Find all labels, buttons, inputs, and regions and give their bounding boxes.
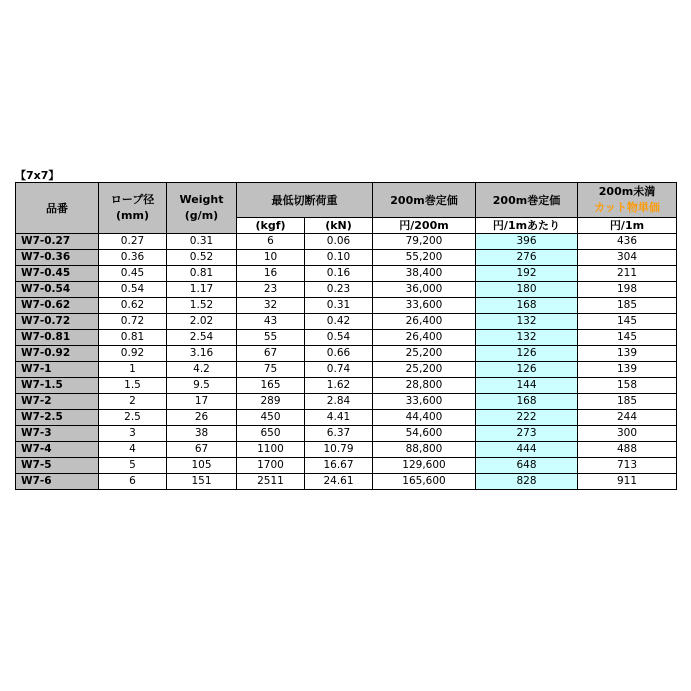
header-cut-unit: 円/1m <box>578 218 677 234</box>
cell-rope-dia: 4 <box>99 442 167 458</box>
cell-rope-dia: 0.36 <box>99 250 167 266</box>
cell-kn: 24.61 <box>305 474 373 490</box>
cell-weight: 2.02 <box>167 314 237 330</box>
cell-code: W7-1.5 <box>16 378 99 394</box>
cell-cut-price: 488 <box>578 442 677 458</box>
cell-kgf: 67 <box>237 346 305 362</box>
cell-code: W7-3 <box>16 426 99 442</box>
cell-kn: 0.23 <box>305 282 373 298</box>
cell-cut-price: 211 <box>578 266 677 282</box>
header-cut-label: 200m未満 <box>598 185 656 198</box>
cell-kgf: 75 <box>237 362 305 378</box>
cell-weight: 26 <box>167 410 237 426</box>
spec-table <box>15 182 677 490</box>
cell-kn: 0.16 <box>305 266 373 282</box>
cell-code: W7-0.27 <box>16 234 99 250</box>
cell-rope-dia: 0.27 <box>99 234 167 250</box>
cell-kn: 16.67 <box>305 458 373 474</box>
cell-cut-price: 911 <box>578 474 677 490</box>
cell-cut-price: 139 <box>578 346 677 362</box>
cell-kgf: 650 <box>237 426 305 442</box>
cell-kn: 6.37 <box>305 426 373 442</box>
cell-weight: 105 <box>167 458 237 474</box>
cell-rope-dia: 0.92 <box>99 346 167 362</box>
header-kn: (kN) <box>305 218 373 234</box>
cell-code: W7-0.54 <box>16 282 99 298</box>
cell-price-200m: 25,200 <box>373 346 476 362</box>
cell-kn: 0.10 <box>305 250 373 266</box>
header-price200-title: 200m巻定価 <box>373 183 476 218</box>
cell-kgf: 16 <box>237 266 305 282</box>
cell-price-200m: 44,400 <box>373 410 476 426</box>
cell-price-per-1m: 648 <box>476 458 578 474</box>
cell-code: W7-2.5 <box>16 410 99 426</box>
table-row <box>16 330 677 346</box>
cell-price-per-1m: 132 <box>476 330 578 346</box>
cell-code: W7-1 <box>16 362 99 378</box>
cell-cut-price: 300 <box>578 426 677 442</box>
cell-kn: 0.74 <box>305 362 373 378</box>
cell-price-200m: 79,200 <box>373 234 476 250</box>
cell-cut-price: 139 <box>578 362 677 378</box>
header-kgf: (kgf) <box>237 218 305 234</box>
cell-kn: 0.42 <box>305 314 373 330</box>
table-row <box>16 346 677 362</box>
cell-price-per-1m: 132 <box>476 314 578 330</box>
header-cut-sub: カット物単価 <box>594 201 660 214</box>
cell-price-per-1m: 396 <box>476 234 578 250</box>
header-price200-unit: 円/200m <box>373 218 476 234</box>
cell-cut-price: 304 <box>578 250 677 266</box>
table-row <box>16 394 677 410</box>
cell-price-per-1m: 126 <box>476 346 578 362</box>
cell-price-200m: 26,400 <box>373 330 476 346</box>
cell-kgf: 165 <box>237 378 305 394</box>
cell-cut-price: 185 <box>578 394 677 410</box>
cell-code: W7-6 <box>16 474 99 490</box>
table-row <box>16 362 677 378</box>
cell-kn: 1.62 <box>305 378 373 394</box>
cell-kgf: 1700 <box>237 458 305 474</box>
header-per1m-title: 200m巻定価 <box>476 183 578 218</box>
cell-cut-price: 436 <box>578 234 677 250</box>
cell-weight: 0.52 <box>167 250 237 266</box>
cell-price-200m: 54,600 <box>373 426 476 442</box>
cell-weight: 67 <box>167 442 237 458</box>
cell-weight: 3.16 <box>167 346 237 362</box>
cell-kgf: 289 <box>237 394 305 410</box>
cell-code: W7-0.92 <box>16 346 99 362</box>
cell-rope-dia: 2.5 <box>99 410 167 426</box>
cell-kgf: 55 <box>237 330 305 346</box>
cell-code: W7-5 <box>16 458 99 474</box>
cell-kn: 0.54 <box>305 330 373 346</box>
cell-rope-dia: 0.54 <box>99 282 167 298</box>
cell-rope-dia: 3 <box>99 426 167 442</box>
cell-weight: 1.17 <box>167 282 237 298</box>
cell-code: W7-2 <box>16 394 99 410</box>
cell-kgf: 2511 <box>237 474 305 490</box>
header-row-1 <box>16 183 677 218</box>
cell-code: W7-0.81 <box>16 330 99 346</box>
cell-cut-price: 145 <box>578 314 677 330</box>
header-weight-unit: (g/m) <box>184 209 219 222</box>
cell-kgf: 43 <box>237 314 305 330</box>
cell-cut-price: 185 <box>578 298 677 314</box>
table-body <box>16 234 677 490</box>
header-breaking-load: 最低切断荷重 <box>237 183 373 218</box>
cell-price-200m: 25,200 <box>373 362 476 378</box>
cell-rope-dia: 0.45 <box>99 266 167 282</box>
cell-price-per-1m: 168 <box>476 298 578 314</box>
cell-weight: 9.5 <box>167 378 237 394</box>
table-row <box>16 282 677 298</box>
cell-price-200m: 36,000 <box>373 282 476 298</box>
header-cut-title <box>578 183 677 218</box>
cell-price-per-1m: 168 <box>476 394 578 410</box>
cell-cut-price: 145 <box>578 330 677 346</box>
table-row <box>16 314 677 330</box>
table-row <box>16 410 677 426</box>
cell-rope-dia: 1.5 <box>99 378 167 394</box>
header-rope-dia <box>99 183 167 234</box>
cell-rope-dia: 1 <box>99 362 167 378</box>
cell-price-200m: 33,600 <box>373 394 476 410</box>
header-rope-dia-unit: (mm) <box>116 209 149 222</box>
table-header <box>16 183 677 234</box>
cell-kgf: 10 <box>237 250 305 266</box>
cell-code: W7-0.62 <box>16 298 99 314</box>
cell-kn: 2.84 <box>305 394 373 410</box>
cell-weight: 1.52 <box>167 298 237 314</box>
cell-weight: 38 <box>167 426 237 442</box>
cell-price-200m: 55,200 <box>373 250 476 266</box>
cell-rope-dia: 5 <box>99 458 167 474</box>
table-row <box>16 458 677 474</box>
cell-kgf: 1100 <box>237 442 305 458</box>
cell-price-per-1m: 828 <box>476 474 578 490</box>
cell-code: W7-4 <box>16 442 99 458</box>
table-row <box>16 378 677 394</box>
cell-kgf: 23 <box>237 282 305 298</box>
cell-kn: 0.31 <box>305 298 373 314</box>
cell-price-per-1m: 444 <box>476 442 578 458</box>
cell-cut-price: 158 <box>578 378 677 394</box>
cell-cut-price: 244 <box>578 410 677 426</box>
cell-price-per-1m: 144 <box>476 378 578 394</box>
cell-weight: 0.31 <box>167 234 237 250</box>
table-row <box>16 234 677 250</box>
cell-price-per-1m: 126 <box>476 362 578 378</box>
cell-weight: 4.2 <box>167 362 237 378</box>
cell-price-200m: 26,400 <box>373 314 476 330</box>
cell-rope-dia: 2 <box>99 394 167 410</box>
cell-weight: 2.54 <box>167 330 237 346</box>
cell-rope-dia: 6 <box>99 474 167 490</box>
cell-weight: 17 <box>167 394 237 410</box>
cell-code: W7-0.45 <box>16 266 99 282</box>
table-row <box>16 298 677 314</box>
cell-cut-price: 713 <box>578 458 677 474</box>
cell-price-200m: 28,800 <box>373 378 476 394</box>
cell-price-per-1m: 192 <box>476 266 578 282</box>
cell-rope-dia: 0.81 <box>99 330 167 346</box>
cell-code: W7-0.72 <box>16 314 99 330</box>
header-per1m-unit: 円/1mあたり <box>476 218 578 234</box>
header-rope-dia-label: ロープ径 <box>110 193 155 206</box>
cell-kn: 4.41 <box>305 410 373 426</box>
header-weight-label: Weight <box>179 193 224 206</box>
cell-cut-price: 198 <box>578 282 677 298</box>
cell-kn: 0.66 <box>305 346 373 362</box>
cell-weight: 0.81 <box>167 266 237 282</box>
table-row <box>16 250 677 266</box>
cell-price-200m: 165,600 <box>373 474 476 490</box>
cell-code: W7-0.36 <box>16 250 99 266</box>
header-weight <box>167 183 237 234</box>
cell-price-per-1m: 276 <box>476 250 578 266</box>
table-row <box>16 426 677 442</box>
table-caption: 【7x7】 <box>15 169 60 182</box>
cell-kgf: 32 <box>237 298 305 314</box>
cell-price-200m: 129,600 <box>373 458 476 474</box>
cell-rope-dia: 0.62 <box>99 298 167 314</box>
cell-kgf: 450 <box>237 410 305 426</box>
table-row <box>16 442 677 458</box>
cell-kgf: 6 <box>237 234 305 250</box>
cell-price-per-1m: 180 <box>476 282 578 298</box>
cell-price-per-1m: 273 <box>476 426 578 442</box>
table-row <box>16 474 677 490</box>
cell-kn: 0.06 <box>305 234 373 250</box>
header-code: 品番 <box>16 183 99 234</box>
cell-rope-dia: 0.72 <box>99 314 167 330</box>
cell-kn: 10.79 <box>305 442 373 458</box>
cell-price-200m: 88,800 <box>373 442 476 458</box>
cell-price-per-1m: 222 <box>476 410 578 426</box>
cell-price-200m: 38,400 <box>373 266 476 282</box>
cell-price-200m: 33,600 <box>373 298 476 314</box>
table-row <box>16 266 677 282</box>
cell-weight: 151 <box>167 474 237 490</box>
